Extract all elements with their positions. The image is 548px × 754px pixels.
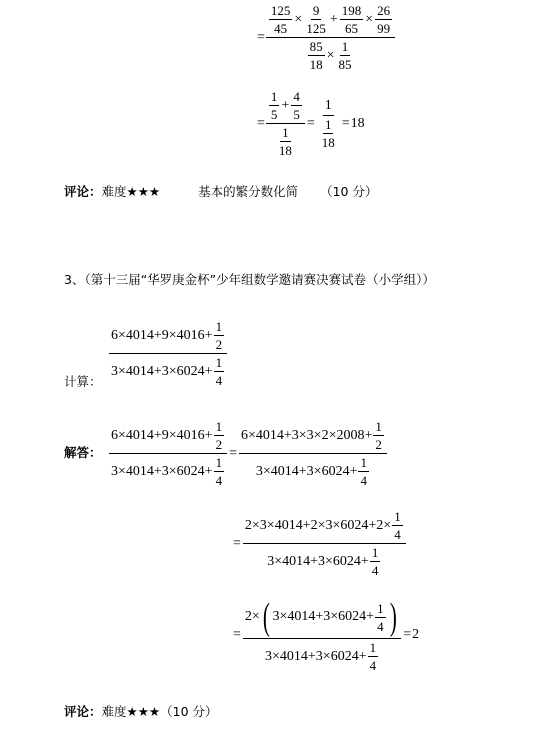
answer-step2: = 2×3×4014+2×3×6024+2× $\frac{1}{4}$ 3×4014+3×6024+ $\frac{1}{4}$ [232,510,407,577]
comment-2 [64,702,218,720]
ex2-step1 [257,4,396,71]
comment-topic: 基本的繁分数化简 [198,184,299,199]
difficulty-rating: 难度★★★ [101,704,161,719]
final-result: 2 [412,627,420,642]
score-note: （10 分） [320,184,378,199]
comment-label: 评论： [64,704,102,719]
reciprocal-fraction: $\frac{1}{\frac{1}{18}}$ [321,97,335,150]
equals-sign: = [257,29,265,45]
answer-step1: 6×4014+9×4016+ $\frac{1}{2}$ 3×4014+3×6024+ $\frac{1}{4}$ = 6×4014+3×3×2×2008+ $\frac{1}{2}$ 3×4014+3×6024+ $\frac{1}{4}$ [108,420,388,487]
result-value: 18 [350,115,365,131]
compound-fraction: $\frac{1}{5}$ + $\frac{4}{5}$ $\frac{1}{18}$ [266,90,305,157]
problem-3-expression: 6×4014+9×4016+ $\frac{1}{2}$ 3×4014+3×6024+ $\frac{1}{4}$ [108,320,228,387]
left-paren: ( [262,596,270,638]
ex2-step2: = $\frac{1}{5}$ + $\frac{4}{5}$ $\frac{1}{18}$ = $\frac{1}{\frac{1}{18}}$ = 18 [257,89,365,158]
big-fraction: $\frac{125}{45}$ × $\frac{9}{125}$ + $\frac{198}{65}$ × $\frac{26}{99}$ $\frac{85}{18}$ × $\frac{1}{85}$ [266,4,395,71]
comment-1 [64,182,377,200]
answer-step3: = 2× ( 3×4014+3×6024+ $\frac{1}{4}$ ) 3×4014+3×6024+ $\frac{1}{4}$ = 2 [233,596,420,673]
comment-label: 评论： [64,184,102,199]
score-note: （10 分） [160,704,218,719]
difficulty-rating: 难度★★★ [101,184,161,199]
answer-label: 解答： [64,445,102,460]
right-paren: ) [389,596,397,638]
calculate-label: 计算： [64,374,102,389]
problem-3-heading: 3、（第十三届“华罗庚金杯”少年组数学邀请赛决赛试卷（小学组）） [64,272,435,287]
